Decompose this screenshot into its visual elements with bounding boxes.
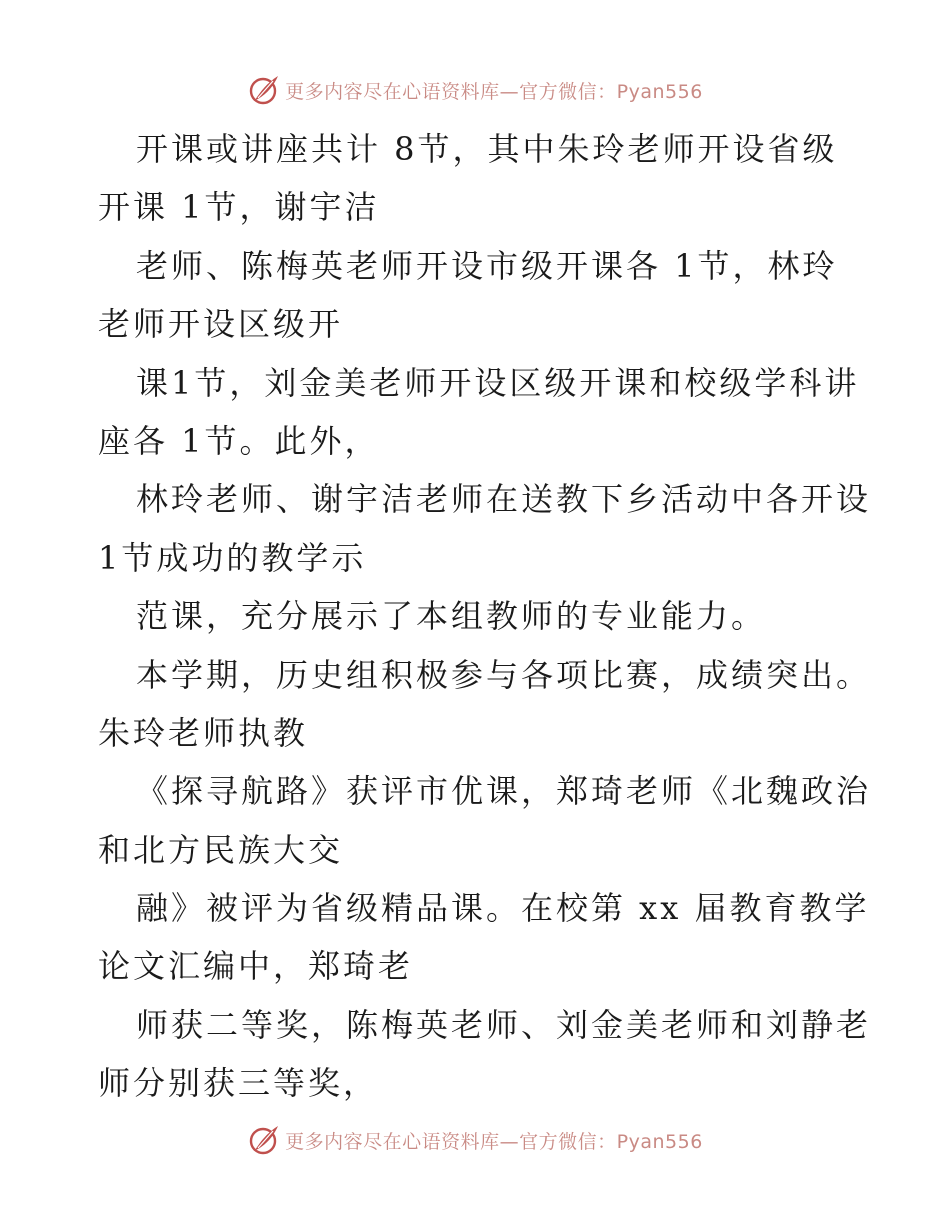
body-line: 朱玲老师执教 <box>98 713 309 752</box>
body-line: 和北方民族大交 <box>98 830 344 869</box>
document-body <box>98 120 872 1113</box>
body-line: 1节成功的教学示 <box>98 538 367 577</box>
body-line: 论文汇编中，郑琦老 <box>98 947 414 986</box>
body-line: 师获二等奖，陈梅英老师、刘金美老师和刘静老 <box>136 1005 872 1044</box>
body-line: 座各 1节。此外， <box>98 421 380 460</box>
feather-pen-icon <box>247 73 281 107</box>
body-line: 开课或讲座共计 8节，其中朱玲老师开设省级 <box>136 130 838 168</box>
body-line: 林玲老师、谢宇洁老师在送教下乡活动中各开设 <box>136 480 872 519</box>
body-line: 老师、陈梅英老师开设市级开课各 1节，林玲 <box>136 246 838 285</box>
header-watermark-banner <box>0 70 950 110</box>
body-line: 范课，充分展示了本组教师的专业能力。 <box>136 597 767 636</box>
header-watermark-text: 更多内容尽在心语资料库—官方微信：Pyan556 <box>285 80 703 103</box>
body-line: 师分别获三等奖， <box>98 1064 379 1103</box>
feather-pen-icon <box>247 1123 281 1157</box>
footer-watermark-banner <box>0 1120 950 1160</box>
body-line: 老师开设区级开 <box>98 305 344 344</box>
body-line: 本学期，历史组积极参与各项比赛，成绩突出。 <box>136 655 872 694</box>
footer-watermark-text: 更多内容尽在心语资料库—官方微信：Pyan556 <box>285 1130 703 1153</box>
body-line: 课1节，刘金美老师开设区级开课和校级学科讲 <box>136 363 860 402</box>
body-line: 融》被评为省级精品课。在校第 xx 届教育教学 <box>136 889 870 928</box>
body-line: 《探寻航路》获评市优课，郑琦老师《北魏政治 <box>136 772 872 811</box>
body-line: 开课 1节，谢宇洁 <box>98 188 380 227</box>
